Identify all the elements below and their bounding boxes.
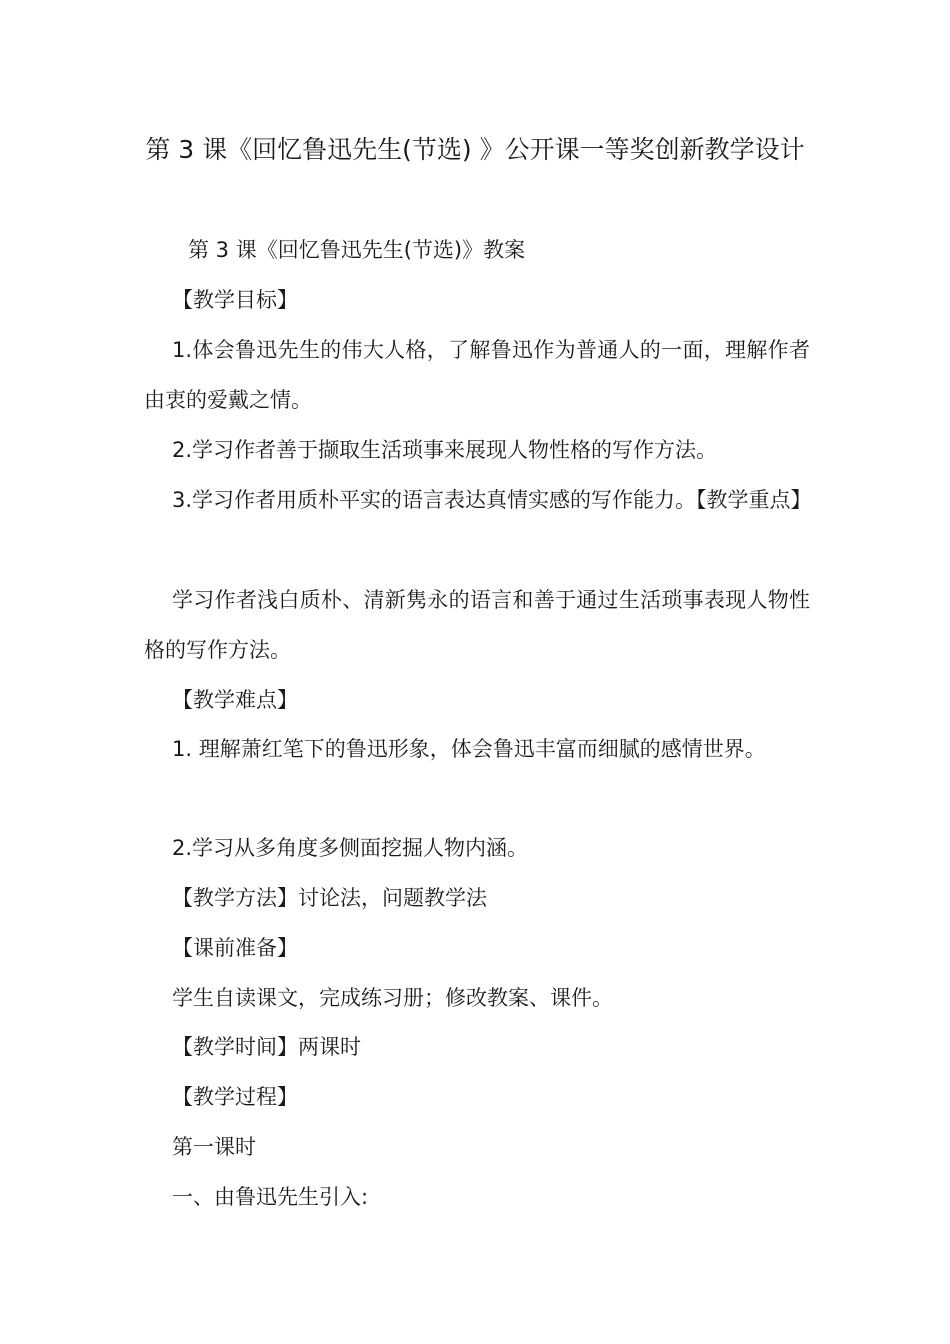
lesson-plan-subtitle: 第 3 课《回忆鲁迅先生(节选)》教案 xyxy=(188,238,526,262)
section-time: 【教学时间】两课时 xyxy=(172,1035,361,1059)
section-heading-process: 【教学过程】 xyxy=(172,1085,298,1109)
key-points-paragraph: 学习作者浅白质朴、清新隽永的语言和善于通过生活琐事表现人物性格的写作方法。 xyxy=(144,588,810,662)
step-one-heading: 一、由鲁迅先生引入: xyxy=(172,1185,369,1209)
objective-item-2: 2.学习作者善于撷取生活琐事来展现人物性格的写作方法。 xyxy=(172,438,718,462)
difficulty-item-1: 1. 理解萧红笔下的鲁迅形象，体会鲁迅丰富而细腻的感情世界。 xyxy=(172,737,766,761)
section-heading-objectives: 【教学目标】 xyxy=(172,288,298,312)
objective-item-1: 1.体会鲁迅先生的伟大人格，了解鲁迅作为普通人的一面，理解作者由衷的爱戴之情。 xyxy=(144,338,810,412)
objective-item-3: 3.学习作者用质朴平实的语言表达真情实感的写作能力。【教学重点】 xyxy=(172,488,812,512)
section-heading-preparation: 【课前准备】 xyxy=(172,936,298,960)
first-lesson-heading: 第一课时 xyxy=(172,1135,256,1159)
difficulty-item-2: 2.学习从多角度多侧面挖掘人物内涵。 xyxy=(172,836,529,860)
document-title: 第 3 课《回忆鲁迅先生(节选) 》公开课一等奖创新教学设计 xyxy=(145,135,805,164)
section-heading-difficulties: 【教学难点】 xyxy=(172,688,298,712)
preparation-paragraph: 学生自读课文，完成练习册；修改教案、课件。 xyxy=(172,986,613,1010)
section-methods: 【教学方法】讨论法，问题教学法 xyxy=(172,886,487,910)
